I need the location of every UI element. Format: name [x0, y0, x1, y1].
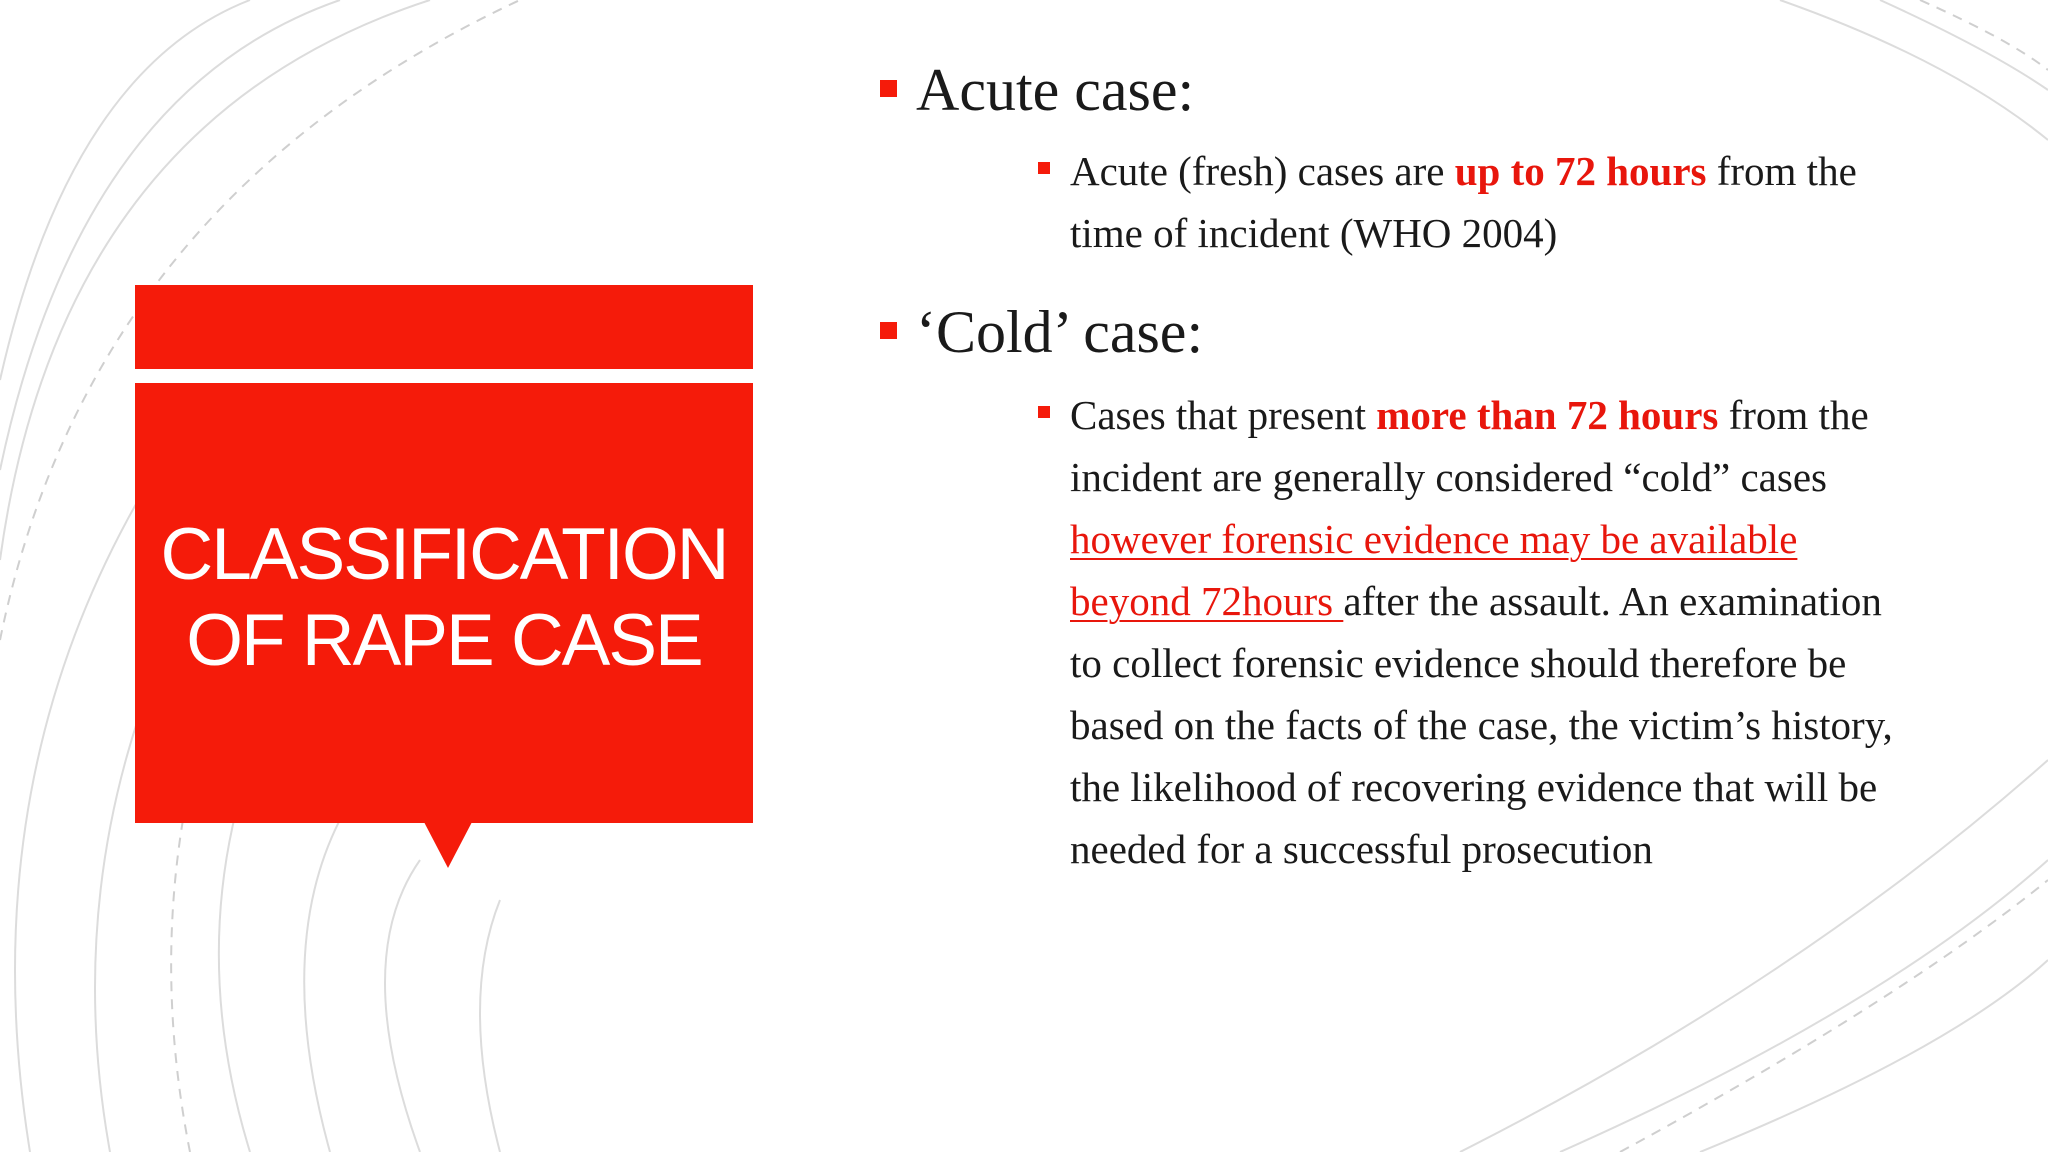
bullet-cold-case [880, 292, 1990, 372]
bullet-acute-case [880, 50, 1990, 130]
cold-highlight: more than 72 hours [1376, 392, 1719, 438]
forensic-evidence-link[interactable]: however forensic evidence may be available beyond 72hours [1070, 516, 1798, 624]
cold-case-heading: ‘Cold’ case: [916, 299, 1204, 365]
callout-pointer [424, 822, 472, 868]
acute-text-before: Acute (fresh) cases are [1070, 148, 1455, 194]
arc-line [385, 860, 420, 1152]
arc-line [1560, 860, 2048, 1152]
acute-case-heading: Acute case: [916, 57, 1195, 123]
square-bullet-icon [1038, 162, 1050, 174]
slide-title [161, 512, 728, 684]
arc-line-dashed [1620, 880, 2048, 1152]
arc-line [480, 900, 500, 1152]
slide-title-line-1: CLASSIFICATION [160, 514, 728, 595]
cold-text-after: after the assault. An examination to collect forensic evidence should therefore be based on the facts of the case, the victim’s history, the likelihood of recovering evidence that will be needed for a successful prosecution [1070, 578, 1893, 872]
cold-text-before: Cases that present [1070, 392, 1377, 438]
square-bullet-icon [880, 80, 897, 97]
acute-highlight: up to 72 hours [1454, 148, 1707, 194]
square-bullet-icon [1038, 406, 1050, 418]
square-bullet-icon [880, 322, 897, 339]
bullet-content [880, 50, 1990, 880]
title-accent-band [135, 285, 753, 369]
acute-text-after: from the time of incident (WHO 2004) [1070, 148, 1857, 256]
sub-bullet-cold-definition [1070, 384, 1900, 880]
title-callout-box [135, 383, 753, 823]
sub-bullet-acute-definition [1070, 140, 1900, 264]
slide-title-line-2: OF RAPE CASE [186, 600, 702, 681]
arc-line [15, 480, 150, 1152]
cold-text-middle: from the incident are generally considered “cold” cases [1070, 392, 1869, 500]
